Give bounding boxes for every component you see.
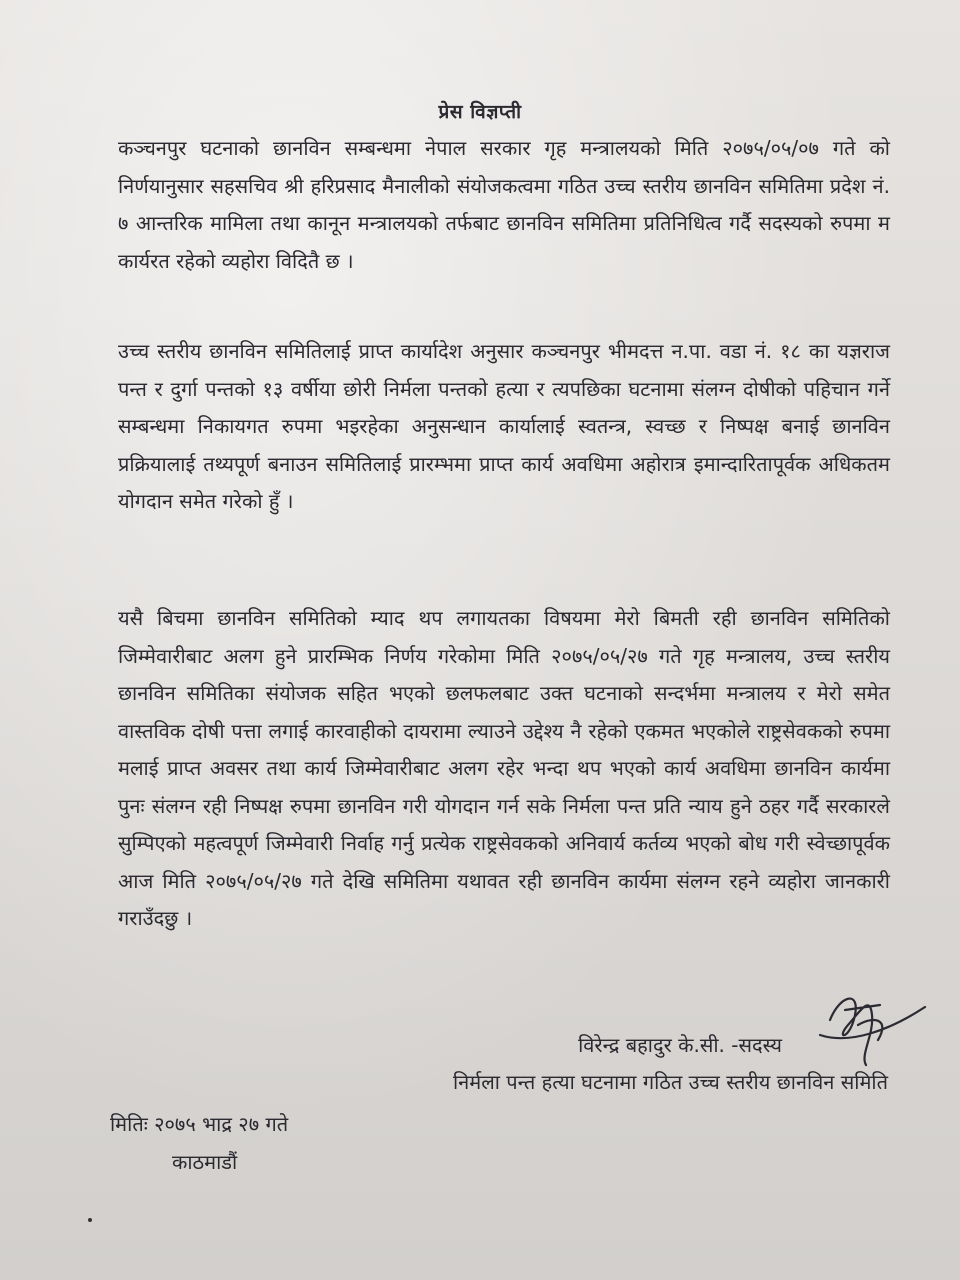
document-date: मितिः २०७५ भाद्र २७ गते xyxy=(110,1112,289,1136)
document-title: प्रेस विज्ञप्ती xyxy=(438,101,522,123)
ink-speck xyxy=(88,1218,92,1222)
handwritten-signature xyxy=(800,985,930,1075)
committee-name: निर्मला पन्त हत्या घटनामा गठित उच्च स्तरीय छानविन समिति xyxy=(452,1070,888,1094)
document-place: काठमाडौं xyxy=(172,1150,238,1174)
signatory-name: विरेन्द्र बहादुर के.सी. -सदस्य xyxy=(578,1033,782,1057)
paragraph-2: उच्च स्तरीय छानविन समितिलाई प्राप्त कार्यादेश अनुसार कञ्चनपुर भीमदत्त न.पा. वडा नं. १८ का यज्ञराज पन्त र दुर्गा पन्तको १३ वर्षीया छोरी निर्मला पन्तको हत्या र त्यपछिका घटनामा संलग्न दोषीको पहिचान गर्ने सम्बन्धमा निकायगत रुपमा भइरहेका अनुसन्धान कार्यालाई स्वतन्त्र, स्वच्छ र निष्पक्ष बनाई छानविन प्रक्रियालाई तथ्यपूर्ण बनाउन समितिलाई प्रारम्भमा प्राप्त कार्य अवधिमा अहोरात्र इमान्दारितापूर्वक अधिकतम योगदान समेत गरेको हुँ । xyxy=(118,339,890,513)
paragraph-1: कञ्चनपुर घटनाको छानविन सम्बन्धमा नेपाल सरकार गृह मन्त्रालयको मिति २०७५/०५/०७ गते को निर्णयानुसार सहसचिव श्री हरिप्रसाद मैनालीको संयोजकत्वमा गठित उच्च स्तरीय छानविन समितिमा प्रदेश नं. ७ आन्तरिक मामिला तथा कानून मन्त्रालयको तर्फबाट छानविन समितिमा प्रतिनिधित्व गर्दै सदस्यको रुपमा म कार्यरत रहेको व्यहोरा विदितै छ । xyxy=(118,136,890,273)
paragraph-3: यसै बिचमा छानविन समितिको म्याद थप लगायतका विषयमा मेरो बिमती रही छानविन समितिको जिम्मेवारीबाट अलग हुने प्रारम्भिक निर्णय गरेकोमा मिति २०७५/०५/२७ गते गृह मन्त्रालय, उच्च स्तरीय छानविन समितिका संयोजक सहित भएको छलफलबाट उक्त घटनाको सन्दर्भमा मन्त्रालय र मेरो समेत वास्तविक दोषी पत्ता लगाई कारवाहीको दायरामा ल्याउने उद्देश्य नै रहेको एकमत भएकोले राष्ट्रसेवकको रुपमा मलाई प्राप्त अवसर तथा कार्य जिम्मेवारीबाट अलग रहेर भन्दा थप भएको कार्य अवधिमा छानविन कार्यमा पुनः संलग्न रही निष्पक्ष रुपमा छानविन गरी योगदान गर्न सके निर्मला पन्त प्रति न्याय हुने ठहर गर्दै सरकारले सुम्पिएको महत्वपूर्ण जिम्मेवारी निर्वाह गर्नु प्रत्येक राष्ट्रसेवकको अनिवार्य कर्तव्य भएको बोध गरी स्वेच्छापूर्वक आज मिति २०७५/०५/२७ गते देखि समितिमा यथावत रही छानविन कार्यमा संलग्न रहने व्यहोरा जानकारी गराउँदछु । xyxy=(118,606,890,930)
